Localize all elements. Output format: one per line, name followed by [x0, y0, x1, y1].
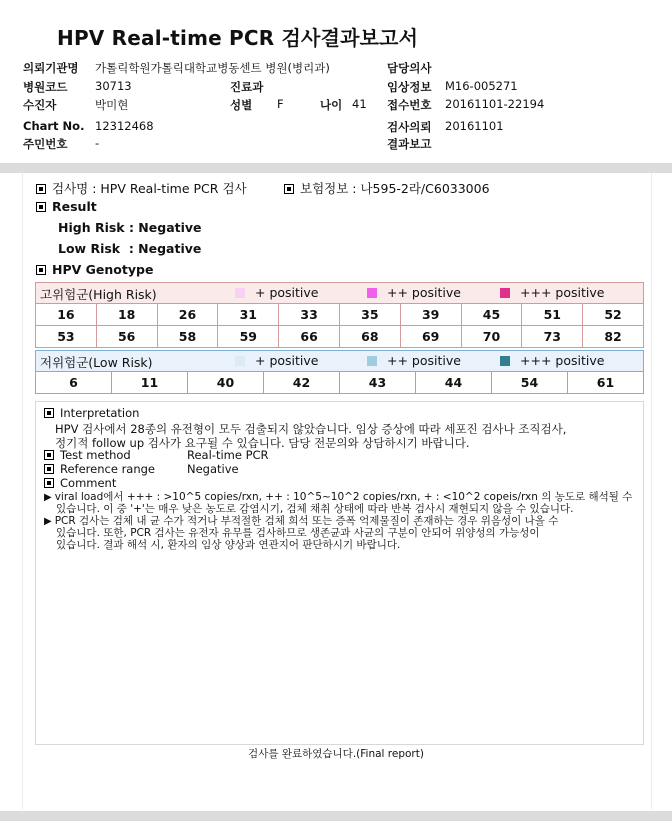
test-method-label: Test method [60, 448, 131, 462]
reference-range-line [44, 462, 155, 476]
genotype-cell: 70 [461, 326, 522, 348]
genotype-cell: 18 [96, 304, 157, 326]
legend-label: +++ positive [520, 285, 605, 300]
table-row [36, 372, 644, 394]
high-legend-plus [235, 285, 318, 300]
comment-2-line-3: 있습니다. 결과 해석 시, 환자의 임상 양상과 연관지어 판단하시기 바랍니다. [56, 539, 401, 551]
checkbox-square-icon [44, 478, 54, 488]
low-risk-title: 저위험군(Low Risk) [40, 355, 153, 370]
genotype-cell: 54 [492, 372, 568, 394]
genotype-cell: 40 [188, 372, 264, 394]
light-pink-swatch-icon [235, 288, 245, 298]
genotype-cell: 26 [157, 304, 218, 326]
genotype-cell: 61 [568, 372, 644, 394]
hospital-code-value: 30713 [95, 79, 132, 93]
genotype-cell: 52 [583, 304, 644, 326]
genotype-cell: 35 [339, 304, 400, 326]
low-legend-plus2 [367, 353, 461, 368]
legend-label: + positive [255, 285, 319, 300]
comment-heading-line [44, 476, 116, 490]
reference-range-label: Reference range [60, 462, 156, 476]
legend-label: +++ positive [520, 353, 605, 368]
magenta-swatch-icon [367, 288, 377, 298]
legend-label: ++ positive [387, 353, 461, 368]
chart-no-label: Chart No. [23, 119, 85, 133]
genotype-cell: 82 [583, 326, 644, 348]
legend-label: + positive [255, 353, 319, 368]
result-heading-line [36, 199, 97, 214]
attending-label: 담당의사 [387, 61, 432, 75]
hospital-code-label: 병원코드 [23, 80, 68, 94]
receipt-no-value: 20161101-22194 [445, 97, 545, 111]
genotype-cell: 59 [218, 326, 279, 348]
genotype-cell: 16 [36, 304, 97, 326]
genotype-cell: 73 [522, 326, 583, 348]
test-request-value: 20161101 [445, 119, 504, 133]
low-risk-result: Low Risk : Negative [58, 241, 202, 256]
insurance-info: 보험정보 : 나595-2라/C6033006 [300, 181, 490, 196]
sex-label: 성별 [230, 98, 253, 112]
checkbox-square-icon [36, 184, 46, 194]
test-request-label: 검사의뢰 [387, 120, 432, 134]
genotype-cell: 39 [400, 304, 461, 326]
table-row [36, 326, 644, 348]
result-heading: Result [52, 199, 97, 214]
triangle-bullet-icon: ▶ [44, 492, 52, 503]
comment-2-line-2: 있습니다. 또한, PCR 검사는 유전자 유무를 검사하므로 생존균과 사균의 구분이 안되어 위양성의 가능성이 [56, 527, 540, 539]
high-risk-title: 고위험군(High Risk) [40, 287, 157, 302]
checkbox-square-icon [36, 265, 46, 275]
genotype-cell: 45 [461, 304, 522, 326]
checkbox-square-icon [44, 450, 54, 460]
genotype-cell: 44 [416, 372, 492, 394]
test-method-line [44, 448, 131, 462]
checkbox-square-icon [44, 408, 54, 418]
patient-value: 박미현 [95, 98, 129, 112]
legend-label: ++ positive [387, 285, 461, 300]
separator-band [0, 163, 672, 173]
dept-label: 진료과 [230, 80, 264, 94]
deep-pink-swatch-icon [500, 288, 510, 298]
low-legend-plus3 [500, 353, 604, 368]
genotype-heading: HPV Genotype [52, 262, 154, 277]
test-method-value: Real-time PCR [187, 448, 269, 462]
comment-2-line-1 [44, 516, 558, 528]
low-legend-plus [235, 353, 318, 368]
teal-swatch-icon [500, 356, 510, 366]
high-legend-plus2 [367, 285, 461, 300]
high-risk-genotype-table [35, 303, 644, 348]
checkbox-square-icon [36, 202, 46, 212]
checkbox-square-icon [284, 184, 294, 194]
genotype-cell: 11 [112, 372, 188, 394]
requesting-org-value: 가톨릭학원가톨릭대학교병동센트 병원(병리과) [95, 61, 330, 75]
comment-label: Comment [60, 476, 117, 490]
reference-range-value: Negative [187, 462, 239, 476]
high-legend-plus3 [500, 285, 604, 300]
interpretation-heading-line [44, 406, 139, 420]
test-name-line [36, 179, 247, 197]
insurance-line [284, 179, 490, 197]
high-risk-result: High Risk : Negative [58, 220, 202, 235]
light-blue-swatch-icon [235, 356, 245, 366]
patient-label: 수진자 [23, 98, 57, 112]
genotype-cell: 56 [96, 326, 157, 348]
genotype-cell: 42 [264, 372, 340, 394]
genotype-cell: 66 [279, 326, 340, 348]
chart-no-value: 12312468 [95, 119, 154, 133]
genotype-cell: 68 [339, 326, 400, 348]
triangle-bullet-icon: ▶ [44, 516, 52, 527]
bottom-band [0, 811, 672, 821]
result-report-label: 결과보고 [387, 137, 432, 151]
age-label: 나이 [320, 98, 343, 112]
interpretation-line-1: HPV 검사에서 28종의 유전형이 모두 검출되지 않았습니다. 임상 증상에 따라 세포진 검사나 조직검사, [55, 422, 567, 436]
sky-blue-swatch-icon [367, 356, 377, 366]
receipt-no-label: 접수번호 [387, 98, 432, 112]
interpretation-line-2: 정기적 follow up 검사가 요구될 수 있습니다. 담당 전문의와 상담하시기 바랍니다. [55, 436, 470, 450]
genotype-cell: 33 [279, 304, 340, 326]
id-no-label: 주민번호 [23, 137, 68, 151]
sex-value: F [277, 97, 284, 111]
age-value: 41 [352, 97, 367, 111]
clinical-info-label: 임상정보 [387, 80, 432, 94]
id-no-value: - [95, 136, 100, 150]
genotype-cell: 6 [36, 372, 112, 394]
comment-text: PCR 검사는 검체 내 균 수가 적거나 부적절한 검체 희석 또는 증폭 억제물질이 존재하는 경우 위음성이 나올 수 [54, 515, 559, 527]
low-risk-genotype-table [35, 371, 644, 394]
comment-1-line-2: 있습니다. 이 중 '+'는 매우 낮은 농도로 감염시기, 검체 채취 상태에 따라 반복 검사시 재현되지 않을 수 있습니다. [56, 503, 574, 515]
clinical-info-value: M16-005271 [445, 79, 518, 93]
report-header [0, 56, 672, 160]
final-report-footer: 검사를 완료하였습니다.(Final report) [248, 748, 424, 760]
test-name: 검사명 : HPV Real-time PCR 검사 [52, 181, 247, 196]
interpretation-heading: Interpretation [60, 406, 140, 420]
genotype-cell: 31 [218, 304, 279, 326]
genotype-cell: 69 [400, 326, 461, 348]
checkbox-square-icon [44, 464, 54, 474]
genotype-cell: 43 [340, 372, 416, 394]
requesting-org-label: 의뢰기관명 [23, 61, 79, 75]
genotype-cell: 51 [522, 304, 583, 326]
comment-text: viral load에서 +++ : >10^5 copies/rxn, ++ : 10^5~10^2 copies/rxn, + : <10^2 copeis/rxn 의 농도로 해석될 수 [54, 491, 633, 503]
genotype-cell: 53 [36, 326, 97, 348]
genotype-cell: 58 [157, 326, 218, 348]
report-title: HPV Real-time PCR 검사결과보고서 [57, 26, 419, 50]
comment-1-line-1 [44, 492, 632, 504]
table-row [36, 304, 644, 326]
genotype-heading-line [36, 262, 153, 277]
